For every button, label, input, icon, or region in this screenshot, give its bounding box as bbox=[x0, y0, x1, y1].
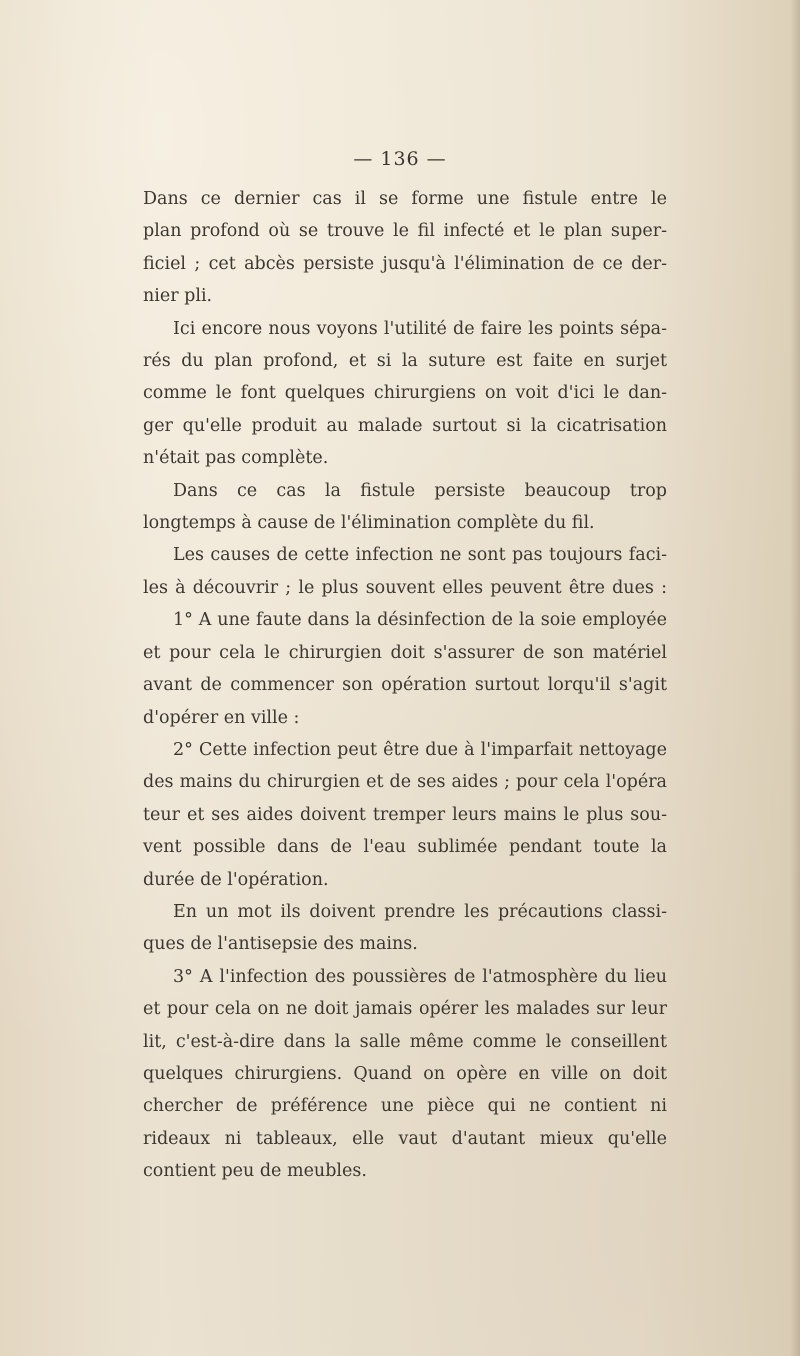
text-line: quelques chirurgiens. Quand on opère en ville on doit bbox=[143, 1063, 667, 1084]
text-line: durée de l'opération. bbox=[143, 869, 329, 890]
text-line: plan profond où se trouve le fil infecté et le plan super- bbox=[143, 221, 667, 242]
text-line: les à découvrir ; le plus souvent elles peuvent être dues : bbox=[143, 577, 667, 598]
text-line: ques de l'antisepsie des mains. bbox=[143, 934, 418, 955]
text-line: ger qu'elle produit au malade surtout si la cicatrisation bbox=[143, 415, 667, 436]
text-line: nier pli. bbox=[143, 286, 213, 307]
page-edge-shadow bbox=[790, 0, 800, 1356]
text-line: 2° Cette infection peut être due à l'imparfait nettoyage bbox=[173, 739, 667, 760]
text-line: n'était pas complète. bbox=[143, 448, 329, 469]
text-line: longtemps à cause de l'élimination complète du fil. bbox=[143, 513, 595, 534]
text-line: teur et ses aides doivent tremper leurs mains le plus sou- bbox=[143, 804, 667, 825]
text-line: d'opérer en ville : bbox=[143, 707, 300, 728]
page-number: — 136 — bbox=[353, 148, 447, 170]
text-line: rideaux ni tableaux, elle vaut d'autant mieux qu'elle bbox=[143, 1128, 667, 1149]
text-line: 1° A une faute dans la désinfection de la soie employée bbox=[173, 610, 667, 631]
text-line: des mains du chirurgien et de ses aides ; pour cela l'opéra bbox=[143, 772, 667, 793]
text-line: Les causes de cette infection ne sont pas toujours faci- bbox=[173, 545, 667, 566]
text-line: rés du plan profond, et si la suture est faite en surjet bbox=[143, 351, 667, 372]
body-text bbox=[143, 183, 667, 1188]
text-line: et pour cela on ne doit jamais opérer les malades sur leur bbox=[143, 999, 667, 1020]
text-line: En un mot ils doivent prendre les précautions classi- bbox=[173, 901, 667, 922]
text-line: 3° A l'infection des poussières de l'atmosphère du lieu bbox=[173, 966, 667, 987]
text-line: et pour cela le chirurgien doit s'assurer de son matériel bbox=[143, 642, 667, 663]
text-line: Dans ce dernier cas il se forme une fistule entre le bbox=[143, 189, 667, 209]
text-line: ficiel ; cet abcès persiste jusqu'à l'élimination de ce der- bbox=[143, 253, 667, 274]
text-line: chercher de préférence une pièce qui ne contient ni bbox=[143, 1096, 667, 1117]
text-line: vent possible dans de l'eau sublimée pendant toute la bbox=[143, 837, 667, 858]
text-line: Dans ce cas la fistule persiste beaucoup trop bbox=[173, 480, 667, 501]
text-line: contient peu de meubles. bbox=[143, 1161, 367, 1182]
text-line: comme le font quelques chirurgiens on voit d'ici le dan- bbox=[143, 383, 667, 404]
text-line: lit, c'est-à-dire dans la salle même comme le conseillent bbox=[143, 1031, 667, 1052]
text-line: avant de commencer son opération surtout lorqu'il s'agit bbox=[143, 675, 667, 696]
text-line: Ici encore nous voyons l'utilité de faire les points sépa- bbox=[173, 318, 667, 339]
